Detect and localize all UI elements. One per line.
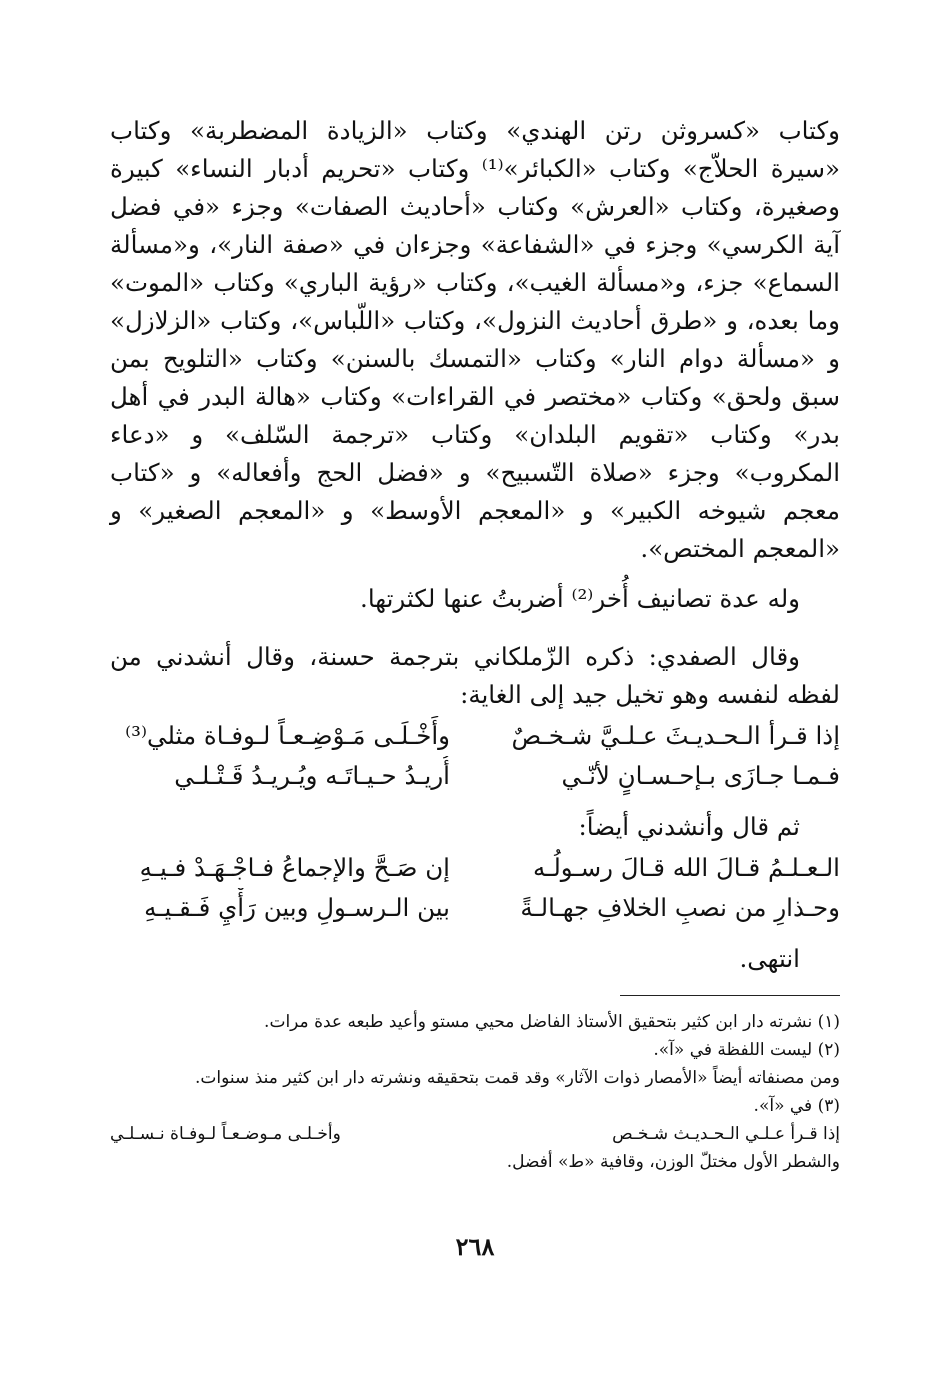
verse-first-hemistich: الـعـلـمُ قـالَ الله قـالَ رسـولُـه: [533, 853, 840, 882]
footnote-2-continuation: ومن مصنفاته أيضاً «الأمصار ذوات الآثار» وقد قمت بتحقيقه ونشرته دار ابن كثير منذ سنوات.: [195, 1068, 840, 1088]
footnote-verse-first: إذا قـرأ عـلـي الـحـديـث شـخـص: [612, 1124, 840, 1144]
verse-second-hemistich: أُريـدُ حـيـاتَـه ويُـريـدُ قَـتْـلـي: [174, 761, 450, 790]
footnotes: [110, 1008, 840, 1176]
footnote-3-continuation: والشطر الأول مختلّ الوزن، وقافية «ط» أفضل.: [506, 1152, 840, 1172]
poem-second: [110, 848, 840, 928]
verse-line: [110, 848, 840, 888]
paragraph-end: انتهى.: [739, 944, 800, 973]
paragraph-recited-again: ثم قال وأنشدني أيضاً:: [578, 812, 800, 841]
footnote-verse-second: وأخـلـى مـوضـعـاً لـوفـاة نـسـلـي: [110, 1124, 341, 1144]
footnote-3: (٣) في «آ».: [753, 1096, 840, 1116]
verse-first-hemistich: فـمـا جـازَى بـإحـسـانٍ لأنّـي: [561, 761, 840, 790]
poem-first: [110, 716, 840, 796]
paragraph-safadi-quote: وقال الصفدي: ذكره الزّملكاني بترجمة حسنة، وقال أنشدني من لفظه لنفسه وهو تخيل جيد إلى الغاية:: [110, 642, 840, 709]
verse-line: [110, 716, 840, 756]
footnote-1: (١) نشرته دار ابن كثير بتحقيق الأستاذ الفاضل محيي مستو وأعيد طبعه عدة مرات.: [264, 1012, 840, 1032]
verse-line: [110, 888, 840, 928]
main-text: [110, 112, 840, 978]
verse-first-hemistich: إذا قـرأ الـحـديـثَ عـلـيَّ شـخـصٌ: [511, 721, 840, 750]
verse-first-hemistich: وحـذارِ من نصبِ الخلافِ جهـالـةً: [520, 893, 840, 922]
paragraph-book-list: وكتاب «كسروثن رتن الهندي» وكتاب «الزيادة المضطربة» وكتاب «سيرة الحلاّج» وكتاب «الكبائر»⁽¹⁾ وكتاب «تحريم أدبار النساء» كبيرة وصغيرة، وكتاب «العرش» وكتاب «أحاديث الصفات» وجزء «في فضل آية الكرسي» وجزء في «الشفاعة» وجزءان في «صفة النار»، و«مسألة السماع» جزء، و«مسألة الغيب»، وكتاب «رؤية الباري» وكتاب «الموت» وما بعده، و «طرق أحاديث النزول»، وكتاب «اللّباس»، وكتاب «الزلازل» و «مسألة دوام النار» وكتاب «التمسك بالسنن» وكتاب «التلويح بمن سبق ولحق» وكتاب «مختصر في القراءات» وكتاب «هالة البدر في أهل بدر» وكتاب «تقويم البلدان» وكتاب «ترجمة السّلف» و «دعاء المكروب» وجزء «صلاة التّسبيح» و «فضل الحج وأفعاله» و «كتاب معجم شيوخه الكبير» و «المعجم الأوسط» و «المعجم الصغير» و «المعجم المختص».: [110, 116, 840, 563]
verse-second-hemistich: وأَخْـلَـى مَـوْضِـعـاً لـوفـاة مثلي⁽³⁾: [125, 721, 450, 750]
page-number: ٢٦٨: [455, 1232, 495, 1261]
footnote-3-verse: [110, 1120, 840, 1148]
paragraph-other-works: وله عدة تصانيف أُخر⁽²⁾ أضربتُ عنها لكثرتها.: [360, 584, 800, 613]
footnote-separator: [620, 995, 840, 996]
footnote-2: (٢) ليست اللفظة في «آ».: [653, 1040, 840, 1060]
verse-line: [110, 756, 840, 796]
verse-second-hemistich: بين الـرسـولِ وبين رَأْيِ فَـقـيـهِ: [144, 893, 450, 922]
verse-second-hemistich: إن صَـحَّ والإجماعُ فـاجْـهَـدْ فـيـهِ: [139, 853, 450, 882]
